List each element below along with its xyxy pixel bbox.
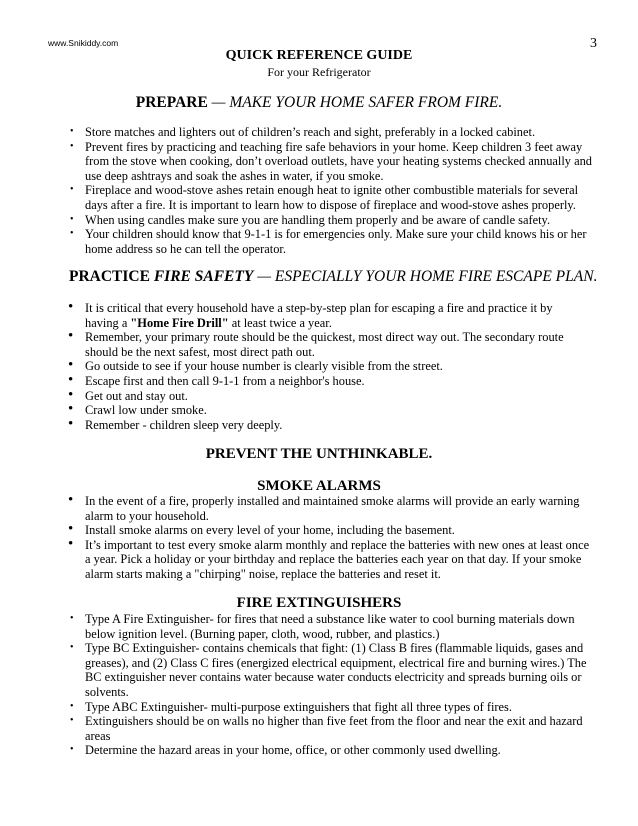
- list-item: • Store matches and lighters out of children’s reach and sight, preferably in a locked cabinet.: [68, 125, 598, 140]
- practice-list: [68, 301, 588, 432]
- list-item: • Determine the hazard areas in your home, office, or other commonly used dwelling.: [68, 743, 598, 758]
- list-item: • Crawl low under smoke.: [68, 403, 588, 418]
- prepare-heading: [0, 94, 638, 112]
- practice-heading: [69, 268, 597, 286]
- list-item: • In the event of a fire, properly installed and maintained smoke alarms will provide an early warning alarm to your household.: [68, 494, 593, 523]
- list-item: • Escape first and then call 9-1-1 from a neighbor's house.: [68, 374, 588, 389]
- practice-heading-italic: — ESPECIALLY YOUR HOME FIRE ESCAPE PLAN.: [257, 268, 598, 285]
- list-item: • Fireplace and wood-stove ashes retain enough heat to ignite other combustible materials for several days after a fire. It is important to learn how to dispose of fireplace and wood-stove ashes properly.: [68, 183, 598, 212]
- list-item: • It’s important to test every smoke alarm monthly and replace the batteries with new ones at least once a year. Pick a holiday or your birthday and replace the batteries each year on that day. If your smoke alarm starts making a "chirping" noise, replace the batteries and reset it.: [68, 538, 593, 582]
- list-item: • Your children should know that 9-1-1 is for emergencies only. Make sure your child knows his or her home address so he can tell the operator.: [68, 227, 598, 256]
- practice-heading-bold-italic: FIRE SAFETY: [153, 268, 254, 285]
- fire-extinguishers-heading: FIRE EXTINGUISHERS: [236, 595, 402, 611]
- list-item: • Get out and stay out.: [68, 389, 588, 404]
- list-item: • Go outside to see if your house number is clearly visible from the street.: [68, 359, 588, 374]
- home-fire-drill-text: "Home Fire Drill": [130, 315, 229, 330]
- list-item: • Extinguishers should be on walls no higher than five feet from the floor and near the exit and hazard areas: [68, 714, 598, 743]
- practice-item-text: It is critical that every household have a step-by-step plan for escaping a fire and practice it by having a: [85, 301, 553, 330]
- list-item: • Prevent fires by practicing and teaching fire safe behaviors in your home. Keep children 3 feet away from the stove when cooking, don’t overload outlets, have your heating systems checked annually and use deep ashtrays and soak the ashes in water, if you smoke.: [68, 140, 598, 184]
- smoke-alarms-heading: SMOKE ALARMS: [257, 478, 381, 494]
- list-item: • Type ABC Extinguisher- multi-purpose extinguishers that fight all three types of fires.: [68, 700, 598, 715]
- extinguishers-list: [68, 612, 598, 758]
- practice-heading-bold: PRACTICE: [69, 268, 150, 285]
- prevent-heading: PREVENT THE UNTHINKABLE.: [205, 446, 433, 462]
- document-subtitle: For your Refrigerator: [267, 65, 371, 79]
- prepare-list: [68, 125, 598, 256]
- smoke-alarms-list: [68, 494, 593, 582]
- list-item: • When using candles make sure you are handling them properly and be aware of candle safety.: [68, 213, 598, 228]
- site-url: www.Snikiddy.com: [48, 38, 119, 48]
- prepare-heading-bold: PREPARE: [135, 94, 208, 111]
- page-number: 3: [590, 36, 597, 51]
- list-item: • Remember, your primary route should be the quickest, most direct way out. The secondary route should be the next safest, most direct path out.: [68, 330, 588, 359]
- list-item: • Type BC Extinguisher- contains chemicals that fight: (1) Class B fires (flammable liquids, gases and greases), and (2) Class C fires (energized electrical equipment, electrical fire and burning wires.) The BC extinguisher never contains water because water conducts electricity and spreads burning oils or solvents.: [68, 641, 598, 699]
- practice-item-text: at least twice a year.: [228, 315, 332, 330]
- list-item: [68, 301, 588, 330]
- document-title: QUICK REFERENCE GUIDE: [225, 48, 413, 63]
- list-item: • Install smoke alarms on every level of your home, including the basement.: [68, 523, 593, 538]
- list-item: • Type A Fire Extinguisher- for fires that need a substance like water to cool burning materials down below ignition level. (Burning paper, cloth, wood, rubber, and plastics.): [68, 612, 598, 641]
- prepare-heading-italic: — MAKE YOUR HOME SAFER FROM FIRE.: [211, 94, 503, 111]
- list-item: • Remember - children sleep very deeply.: [68, 418, 588, 433]
